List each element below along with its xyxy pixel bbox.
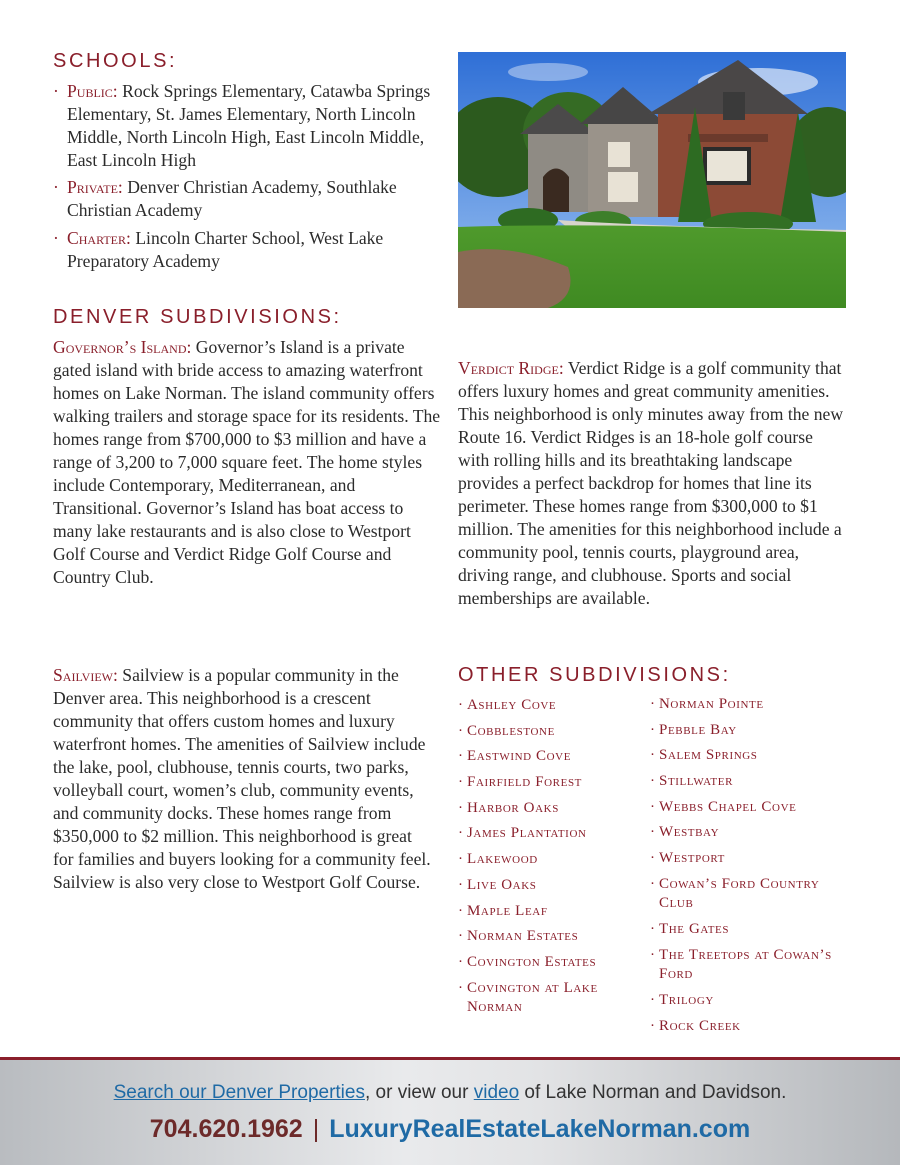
other-subdivisions-col2 xyxy=(650,695,850,1042)
list-item: · Covington at Lake Norman xyxy=(458,979,638,1018)
list-item: · Westport xyxy=(650,849,850,869)
governors-island-label: Governor’s Island: xyxy=(53,337,192,357)
footer-text-end: of Lake Norman and Davidson. xyxy=(519,1082,787,1103)
list-item: · The Gates xyxy=(650,920,850,940)
search-properties-link[interactable]: Search our Denver Properties xyxy=(113,1082,365,1103)
list-item: · Webbs Chapel Cove xyxy=(650,798,850,818)
list-item: · The Treetops at Cowan’s Ford xyxy=(650,946,850,985)
school-private-text: Denver Christian Academy, Southlake Christian Academy xyxy=(67,177,397,220)
list-item: · Fairfield Forest xyxy=(458,773,638,793)
school-private-label: Private: xyxy=(67,177,123,197)
phone-number[interactable]: 704.620.1962 xyxy=(149,1115,303,1143)
list-item: · Pebble Bay xyxy=(650,721,850,741)
school-public xyxy=(53,80,443,172)
list-item: · Eastwind Cove xyxy=(458,747,638,767)
bullet: · xyxy=(53,177,59,197)
list-item: · Rock Creek xyxy=(650,1017,850,1037)
bullet: · xyxy=(53,228,59,248)
governors-island-paragraph xyxy=(53,336,443,589)
other-subdivisions-heading: OTHER SUBDIVISIONS: xyxy=(458,664,731,686)
school-charter xyxy=(53,227,443,273)
list-item: · Harbor Oaks xyxy=(458,799,638,819)
school-public-text: Rock Springs Elementary, Catawba Springs Elementary, St. James Elementary, North Lincoln Middle, North Lincoln High, East Lincoln Middle, East Lincoln High xyxy=(67,81,431,170)
list-item: · Norman Pointe xyxy=(650,695,850,715)
sailview-label: Sailview: xyxy=(53,665,118,685)
bullet: · xyxy=(53,81,59,101)
list-item: · Westbay xyxy=(650,823,850,843)
house-photo xyxy=(458,52,846,308)
school-public-label: Public: xyxy=(67,81,118,101)
list-item: · Maple Leaf xyxy=(458,902,638,922)
website-link[interactable]: LuxuryRealEstateLakeNorman.com xyxy=(329,1115,751,1143)
school-private xyxy=(53,176,443,222)
verdict-ridge-paragraph xyxy=(458,357,848,610)
list-item: · Lakewood xyxy=(458,850,638,870)
separator: | xyxy=(312,1115,320,1143)
list-item: · Covington Estates xyxy=(458,953,638,973)
verdict-ridge-text: Verdict Ridge is a golf community that offers luxury homes and great community amenities. This neighborhood is only minutes away from the new Route 16. Verdict Ridges is an 18-hole golf course with rolling hills and its breathtaking landscape provides a perfect backdrop for homes that line its perimeter. These homes range from $300,000 to $1 million. The amenities for this neighborhood include a community pool, tennis courts, playground area, driving range, and clubhouse. Sports and social memberships are available. xyxy=(458,358,844,608)
list-item: · Live Oaks xyxy=(458,876,638,896)
schools-heading: SCHOOLS: xyxy=(53,50,178,72)
school-charter-label: Charter: xyxy=(67,228,131,248)
list-item: · Norman Estates xyxy=(458,927,638,947)
other-subdivisions-col1 xyxy=(458,696,638,1024)
list-item: · Salem Springs xyxy=(650,746,850,766)
list-item: · Cobblestone xyxy=(458,722,638,742)
sailview-paragraph xyxy=(53,664,435,894)
footer-text-mid: , or view our xyxy=(364,1082,474,1103)
footer xyxy=(0,1060,900,1165)
denver-subdivisions-heading: DENVER SUBDIVISIONS: xyxy=(53,306,342,328)
list-item: · Cowan’s Ford Country Club xyxy=(650,875,850,914)
school-charter-text: Lincoln Charter School, West Lake Preparatory Academy xyxy=(67,228,384,271)
verdict-ridge-label: Verdict Ridge: xyxy=(458,358,564,378)
list-item: · Stillwater xyxy=(650,772,850,792)
video-link[interactable]: video xyxy=(473,1082,520,1103)
list-item: · Trilogy xyxy=(650,991,850,1011)
footer-contact-line xyxy=(0,1115,900,1144)
governors-island-text: Governor’s Island is a private gated island with bride access to amazing waterfront homes on Lake Norman. The island community offers walking trailers and storage space for its residents. The homes range from $700,000 to $3 million and have a range of 3,200 to 7,000 square feet. The home styles include Contemporary, Mediterranean, and Transitional. Governor’s Island has boat access to many lake restaurants and is also close to Westport Golf Course and Verdict Ridge Golf Course and Country Club. xyxy=(53,337,441,587)
footer-links-line xyxy=(0,1082,900,1104)
list-item: · Ashley Cove xyxy=(458,696,638,716)
sailview-text: Sailview is a popular community in the Denver area. This neighborhood is a crescent community that offers custom homes and luxury waterfront homes. The amenities of Sailview include the lake, pool, clubhouse, tennis courts, two parks, volleyball court, women’s club, community events, and community docks. These homes range from $350,000 to $2 million. This neighborhood is great for families and buyers looking for a community feel. Sailview is also very close to Westport Golf Course. xyxy=(53,665,431,892)
list-item: · James Plantation xyxy=(458,824,638,844)
